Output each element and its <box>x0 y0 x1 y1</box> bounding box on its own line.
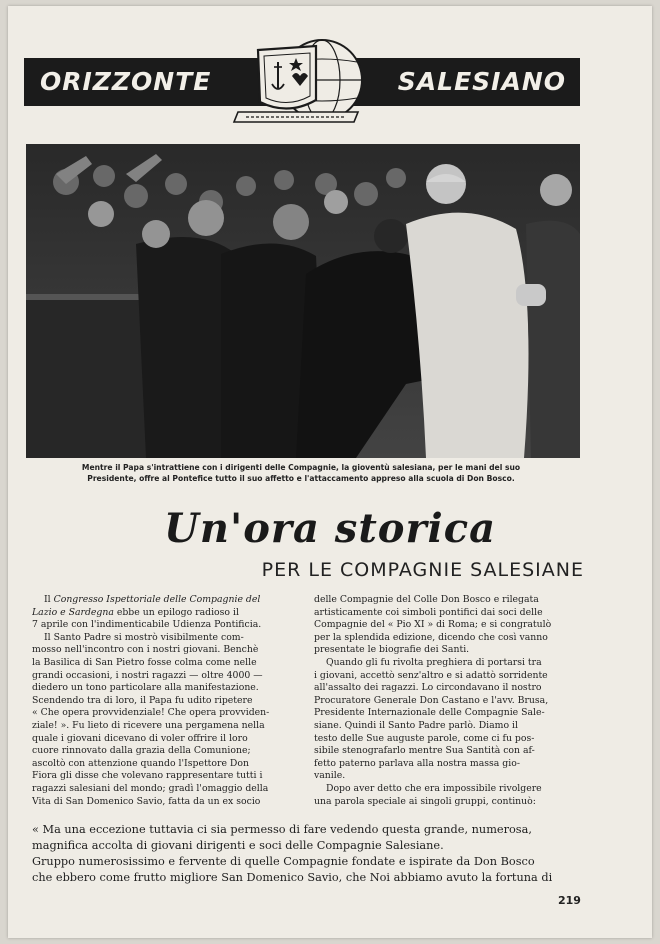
text-line: quale i giovani dicevano di voler offrire il loro <box>32 732 248 744</box>
right-column <box>314 594 576 808</box>
page-number: 219 <box>558 894 581 907</box>
text-line: diedero un tono particolare alla manifestazione. <box>32 682 259 694</box>
text-line: fetto paterno parlava alla nostra massa gio- <box>314 757 520 769</box>
text-line: Presidente Internazionale delle Compagnie Sale- <box>314 707 545 719</box>
text-line: i giovani, accettò senz'altro e si adattò sorridente <box>314 669 548 681</box>
article-title: Un'ora storica <box>163 505 497 552</box>
text-line: Quando gli fu rivolta preghiera di portarsi tra <box>326 656 542 668</box>
masthead-left: ORIZZONTE <box>40 67 212 96</box>
text-line: all'assalto dei ragazzi. Lo circondavano il nostro <box>314 682 542 694</box>
quote-line: « Ma una eccezione tuttavia ci sia permesso di fare vedendo questa grande, numerosa, <box>32 823 532 836</box>
text-line: Il Congresso Ispettoriale delle Compagnie del <box>44 594 261 605</box>
text-line: Fiora gli disse che volevano rappresentare tutti i <box>32 770 263 782</box>
text-line: presentate le biografie dei Santi. <box>314 644 470 656</box>
article-subtitle: PER LE COMPAGNIE SALESIANE <box>261 559 584 581</box>
text-line: Compagnie del « Pio XI » di Roma; e si congratulò <box>314 619 552 631</box>
caption-line: Mentre il Papa s'intrattiene con i dirigenti delle Compagnie, la gioventù salesiana, per le mani del suo <box>81 463 521 472</box>
masthead-emblem-icon <box>230 36 380 130</box>
text-line: grandi occasioni, i nostri ragazzi — oltre 4000 — <box>32 669 263 681</box>
text-line: per la splendida edizione, dicendo che così vanno <box>314 631 548 643</box>
text-line: mosso nell'incontro con i nostri giovani. Benchè <box>32 644 259 656</box>
masthead-right: SALESIANO <box>397 67 566 96</box>
left-column <box>32 594 294 808</box>
text-line: sibile stenografarlo mentre Sua Santità con af- <box>314 745 535 757</box>
photo-caption <box>56 462 546 484</box>
text-line: la Basilica di San Pietro fosse colma come nelle <box>32 656 257 668</box>
text-line: ascoltò con attenzione quando l'Ispettore Don <box>32 757 249 769</box>
text-line: testo delle Sue auguste parole, come ci fu pos- <box>314 732 535 744</box>
text-line: Vita di San Domenico Savio, fatta da un ex socio <box>32 795 261 807</box>
text-line: ziale! ». Fu lieto di ricevere una pergamena nella <box>32 719 265 731</box>
caption-line: Presidente, offre al Pontefice tutto il suo affetto e l'attaccamento appreso alla scuola di Don Bosco. <box>87 474 515 483</box>
text-line: Lazio e Sardegna ebbe un epilogo radioso il <box>32 606 239 618</box>
quoted-speech <box>32 822 588 886</box>
text-line: cuore rinnovato dalla grazia della Comunione; <box>32 745 251 757</box>
text-line: una parola speciale ai singoli gruppi, continuò: <box>314 795 536 807</box>
quote-line: Gruppo numerosissimo e fervente di quelle Compagnie fondate e ispirate da Don Bosco <box>32 855 535 868</box>
text-line: Il Santo Padre si mostrò visibilmente com- <box>44 631 244 643</box>
text-line: artisticamente coi simboli pontifici dai soci delle <box>314 606 543 618</box>
text-line: Scendendo tra di loro, il Papa fu udito ripetere <box>32 694 253 706</box>
papal-audience-photo <box>26 144 580 458</box>
text-line: vanile. <box>314 770 346 782</box>
text-line: Procuratore Generale Don Castano e l'avv. Brusa, <box>314 694 549 706</box>
text-line: « Che opera provvidenziale! Che opera provviden- <box>32 707 270 719</box>
text-line: Dopo aver detto che era impossibile rivolgere <box>326 782 542 794</box>
text-line: delle Compagnie del Colle Don Bosco e rilegata <box>314 594 539 605</box>
text-line: siane. Quindi il Santo Padre parlò. Diamo il <box>314 719 519 731</box>
quote-line: magnifica accolta di giovani dirigenti e soci delle Compagnie Salesiane. <box>32 839 444 852</box>
quote-line: che ebbero come frutto migliore San Domenico Savio, che Noi abbiamo avuto la fortuna di <box>32 871 553 884</box>
text-line: 7 aprile con l'indimenticabile Udienza Pontificia. <box>32 619 262 631</box>
text-line: ragazzi salesiani del mondo; gradì l'omaggio della <box>32 782 269 794</box>
